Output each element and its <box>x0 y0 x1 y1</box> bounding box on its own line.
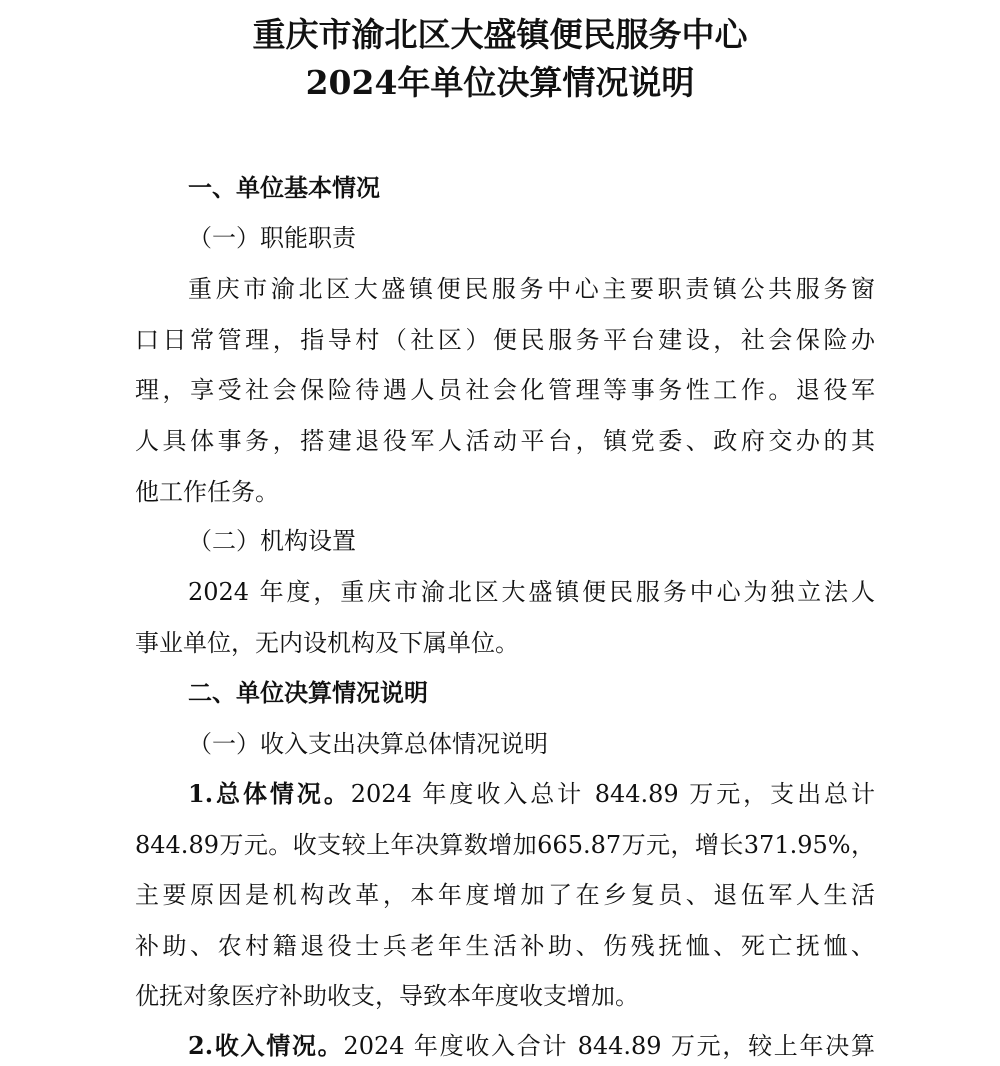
paragraph-line: 他工作任务。 <box>135 478 279 506</box>
paragraph-line: 优抚对象医疗补助收支，导致本年度收支增加。 <box>135 982 639 1010</box>
paragraph-line: 事业单位，无内设机构及下属单位。 <box>135 629 519 657</box>
paragraph-line: 重庆市渝北区大盛镇便民服务中心主要职责镇公共服务窗 <box>188 275 875 303</box>
subheading-income-expenditure: （一）收入支出决算总体情况说明 <box>188 730 548 758</box>
paragraph-lead-income: 2.收入情况。 <box>188 1031 344 1060</box>
paragraph-lead-overall: 1.总体情况。 <box>188 779 351 808</box>
section-heading-final-accounts: 二、单位决算情况说明 <box>188 679 428 707</box>
paragraph-line: 口日常管理，指导村（社区）便民服务平台建设，社会保险办 <box>135 326 875 354</box>
paragraph-line: 2024 年度，重庆市渝北区大盛镇便民服务中心为独立法人 <box>188 578 875 606</box>
paragraph-line: 主要原因是机构改革，本年度增加了在乡复员、退伍军人生活 <box>135 881 875 909</box>
paragraph-line: 人具体事务，搭建退役军人活动平台，镇党委、政府交办的其 <box>135 427 875 455</box>
paragraph-line <box>188 1029 875 1063</box>
document-title-line-1: 重庆市渝北区大盛镇便民服务中心 <box>252 15 748 54</box>
paragraph-text: 2024 年度收入合计 844.89 万元，较上年决算 <box>343 1032 875 1060</box>
paragraph-line: 844.89万元。收支较上年决算数增加665.87万元，增长371.95%， <box>135 831 875 859</box>
paragraph-text: 2024 年度收入总计 844.89 万元，支出总计 <box>350 780 875 808</box>
document-title-line-2: 2024年单位决算情况说明 <box>305 63 695 102</box>
paragraph-line: 理，享受社会保险待遇人员社会化管理等事务性工作。退役军 <box>135 376 875 404</box>
subheading-duties: （一）职能职责 <box>188 224 356 252</box>
paragraph-line: 补助、农村籍退役士兵老年生活补助、伤残抚恤、死亡抚恤、 <box>135 932 875 960</box>
paragraph-line <box>188 777 875 811</box>
subheading-organization: （二）机构设置 <box>188 527 356 555</box>
section-heading-basic-info: 一、单位基本情况 <box>188 174 380 202</box>
